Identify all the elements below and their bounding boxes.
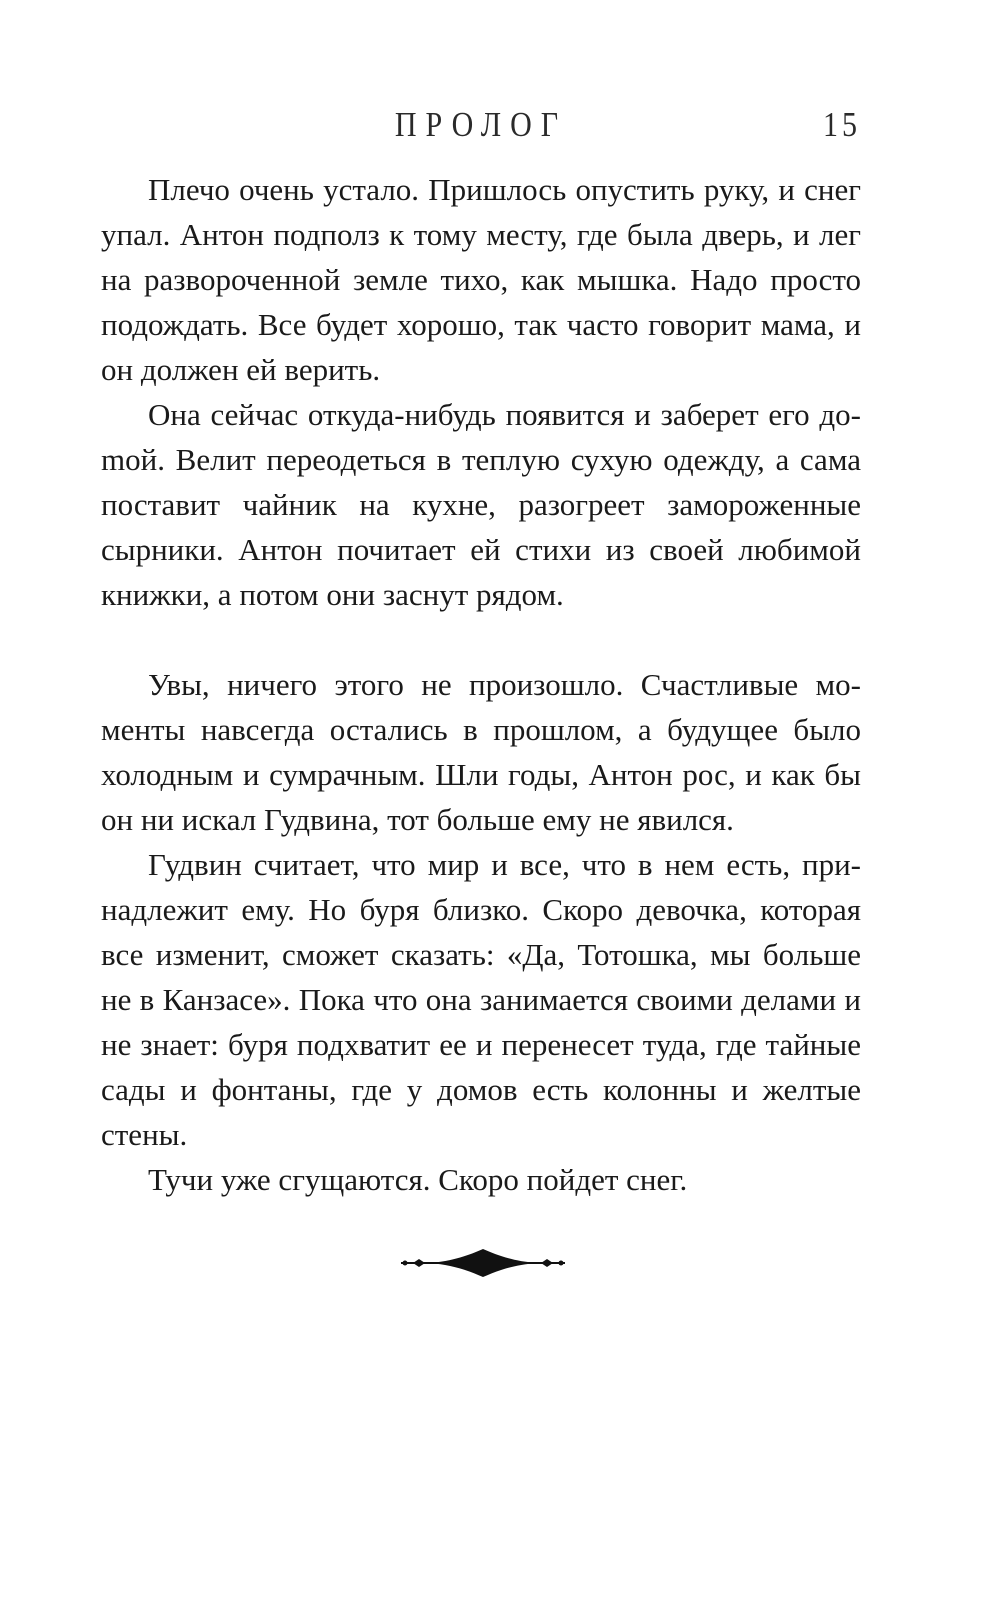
paragraph: Гудвин считает, что мир и все, что в нем есть, принадлежит ему. Но буря близко. Скоро девочка, которая все изменит, сможет сказать: «Да, Тотошка, мы больше не в Канзасе». Пока что она занимается своими делами и не знает: буря подхватит ее и перенесет туда, где тайные сады и фонтаны, где у домов есть колонны и желтые стены. <box>101 847 861 1152</box>
diamond-flourish-icon <box>399 1249 567 1277</box>
running-head <box>101 106 861 146</box>
running-title: ПРОЛОГ <box>394 106 568 144</box>
paragraph: Она сейчас откуда-нибудь появится и заберет его доmой. Велит переодеться в теплую сухую одежду, а сама поставит чайник на кухне, разогреет замороженные сырники. Антон почитает ей стихи из своей любимой книжки, а потом они заснут рядом. <box>101 397 861 612</box>
paragraph: Тучи уже сгущаются. Скоро пойдет снег. <box>148 1162 688 1197</box>
section-break <box>101 617 861 662</box>
paragraph: Увы, ничего этого не произошло. Счастливые моменты навсегда остались в прошлом, а будущее было холодным и сумрачным. Шли годы, Антон рос, и как бы он ни искал Гудвина, тот больше ему не явился. <box>101 667 861 837</box>
body-text <box>101 167 861 1202</box>
paragraph: Плечо очень устало. Пришлось опустить руку, и снег упал. Антон подполз к тому месту, где была дверь, и лег на развороченной земле тихо, как мышка. Надо просто подождать. Все будет хорошо, так часто говорит мама, и он должен ей верить. <box>101 172 861 387</box>
page-number: 15 <box>823 106 861 144</box>
